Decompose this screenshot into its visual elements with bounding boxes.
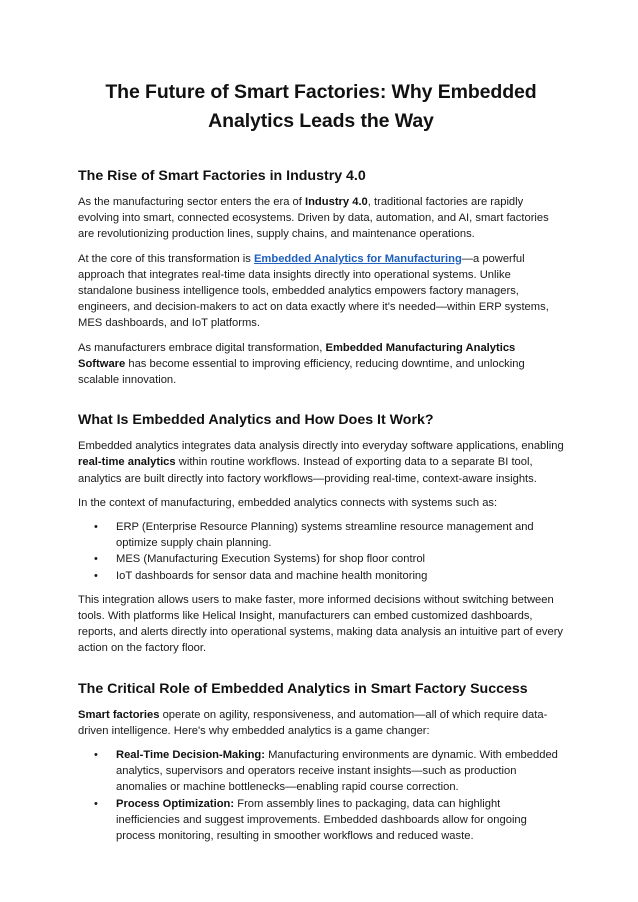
section-heading-rise: The Rise of Smart Factories in Industry 4.0 xyxy=(78,168,366,184)
systems-list xyxy=(78,519,564,584)
text-run: , traditional factories are rapidly evolving into smart, connected ecosystems. Driven by data, automation, and AI, smart factories are revolutionizing production lines, supply chains, and maintenance operations. xyxy=(78,196,549,241)
document-page xyxy=(78,0,564,852)
list-item xyxy=(78,551,564,567)
text-run: As manufacturers embrace digital transformation, xyxy=(78,341,326,354)
list-item-text: ERP (Enterprise Resource Planning) systems streamline resource management and optimize supply chain planning. xyxy=(116,521,534,550)
bold-industry-4: Industry 4.0 xyxy=(304,196,368,208)
text-run: —a powerful approach that integrates real-time data insights directly into operational systems. Unlike standalone business intelligence tools, embedded analytics empowers factory managers, engineers, and decision-makers to act on data exactly where it's needed—within ERP systems, MES dashboards, and IoT platforms. xyxy=(78,252,549,330)
text-run: has become essential to improving efficiency, reducing downtime, and unlocking scalable innovation. xyxy=(78,357,525,387)
list-item-text: From assembly lines to packaging, data can highlight inefficiencies and suggest improvements. Embedded dashboards allow for ongoing process monitoring, resulting in smoother workflows and reduced waste. xyxy=(116,797,527,843)
bold-real-time-analytics: real-time analytics xyxy=(78,456,176,469)
list-item xyxy=(78,568,564,584)
section-heading-critical-role: The Critical Role of Embedded Analytics in Smart Factory Success xyxy=(78,680,528,697)
paragraph-context: In the context of manufacturing, embedded analytics connects with systems such as: xyxy=(78,496,498,509)
bold-software-name: Embedded Manufacturing Analytics Software xyxy=(78,341,516,370)
paragraph-industry-intro xyxy=(78,194,564,243)
list-item xyxy=(78,519,564,551)
list-item-text: MES (Manufacturing Execution Systems) for shop floor control xyxy=(116,553,426,566)
bold-benefit-title: Real-Time Decision-Making: xyxy=(116,749,265,762)
list-item xyxy=(78,747,564,796)
benefits-list xyxy=(78,747,564,844)
text-run: As the manufacturing sector enters the era of xyxy=(78,196,305,208)
text-run: operate on agility, responsiveness, and automation—all of which require data-driven intelligence. Here's why embedded analytics is a game changer: xyxy=(78,708,548,737)
bullet-icon: • xyxy=(94,521,98,534)
text-run: within routine workflows. Instead of exporting data to a separate BI tool, analytics are built directly into factory workflows—providing real-time, context-aware insights. xyxy=(78,456,537,485)
bold-benefit-title: Process Optimization: xyxy=(116,797,235,810)
section-heading-what-is: What Is Embedded Analytics and How Does It Work? xyxy=(78,412,434,429)
document-title: The Future of Smart Factories: Why Embedded Analytics Leads the Way xyxy=(105,81,537,132)
paragraph-definition xyxy=(78,438,564,487)
paragraph-smart-factories xyxy=(78,707,564,739)
text-run: Embedded analytics integrates data analysis directly into everyday software applications, enabling xyxy=(78,440,564,453)
paragraph-integration: This integration allows users to make faster, more informed decisions without switching between tools. With platforms like Helical Insight, manufacturers can embed customized dashboards, reports, and alerts directly into operational systems, making data analysis an intuitive part of every action on the factory floor. xyxy=(78,593,564,655)
bullet-icon: • xyxy=(94,749,98,762)
list-item xyxy=(78,796,564,845)
bullet-icon: • xyxy=(94,553,98,566)
paragraph-core-transformation xyxy=(78,251,564,332)
bullet-icon: • xyxy=(94,797,98,810)
bold-smart-factories: Smart factories xyxy=(78,708,160,721)
list-item-text: Manufacturing environments are dynamic. With embedded analytics, supervisors and operators receive instant insights—such as production anomalies or machine bottlenecks—enabling rapid course correction. xyxy=(116,749,558,794)
text-run: At the core of this transformation is xyxy=(78,252,254,265)
paragraph-digital-transformation xyxy=(78,340,564,389)
list-item-text: IoT dashboards for sensor data and machine health monitoring xyxy=(116,569,428,582)
embedded-analytics-link[interactable]: Embedded Analytics for Manufacturing xyxy=(253,252,462,265)
bullet-icon: • xyxy=(94,569,98,582)
